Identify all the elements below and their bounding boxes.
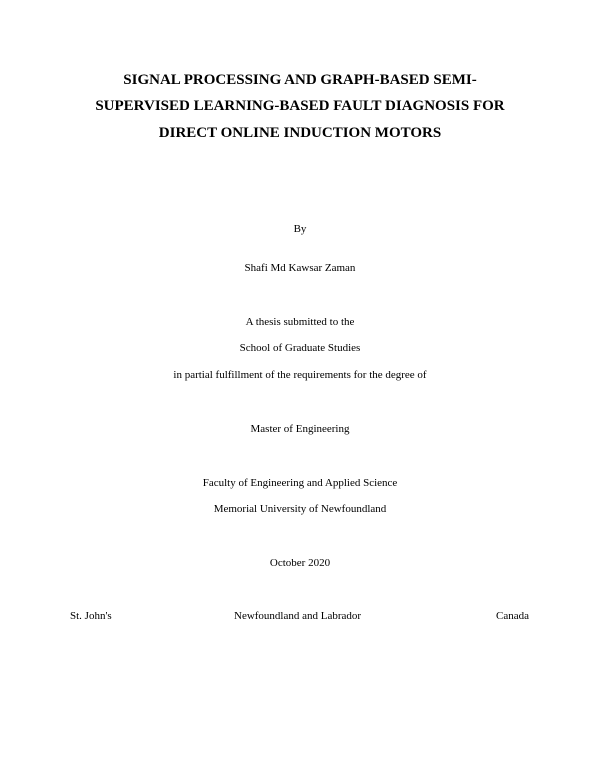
location-city: St. John's xyxy=(70,610,112,622)
thesis-title-line-1: SIGNAL PROCESSING AND GRAPH-BASED SEMI- xyxy=(123,72,477,88)
university-name: Memorial University of Newfoundland xyxy=(213,503,387,515)
thesis-title-line-3: DIRECT ONLINE INDUCTION MOTORS xyxy=(158,125,442,141)
submission-line-1: A thesis submitted to the xyxy=(245,316,355,328)
submission-date: October 2020 xyxy=(269,557,331,569)
faculty-name: Faculty of Engineering and Applied Science xyxy=(202,477,398,489)
degree-name: Master of Engineering xyxy=(250,423,350,435)
submission-line-2: School of Graduate Studies xyxy=(239,342,361,354)
author-name: Shafi Md Kawsar Zaman xyxy=(244,262,356,274)
by-label: By xyxy=(293,223,307,235)
location-country: Canada xyxy=(496,610,529,622)
submission-line-3: in partial fulfillment of the requirements for the degree of xyxy=(173,369,427,381)
location-province: Newfoundland and Labrador xyxy=(234,610,362,622)
thesis-title-line-2: SUPERVISED LEARNING-BASED FAULT DIAGNOSIS FOR xyxy=(95,98,505,114)
